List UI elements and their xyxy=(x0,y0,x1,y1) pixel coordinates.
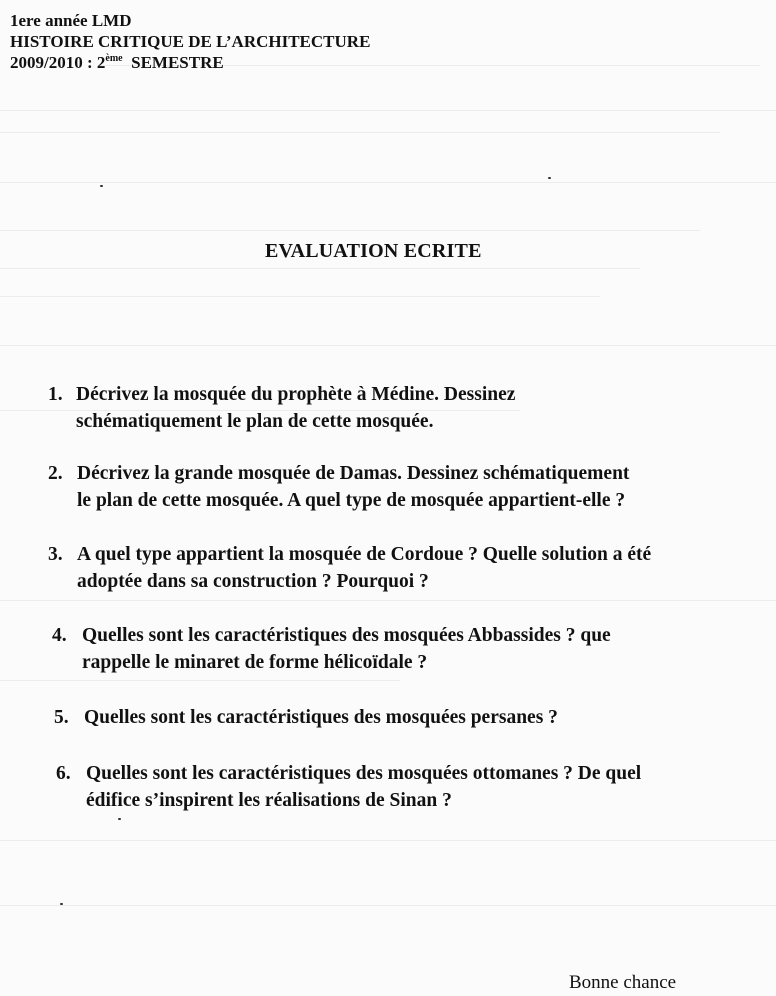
bleed-through-line xyxy=(0,840,776,841)
bleed-through-line xyxy=(0,345,776,346)
scan-speck xyxy=(118,818,121,820)
question-5 xyxy=(54,704,558,731)
bleed-through-line xyxy=(0,600,776,601)
question-2 xyxy=(48,460,629,514)
question-text-line2: édifice s’inspirent les réalisations de Sinan ? xyxy=(86,790,452,811)
question-text-line2: le plan de cette mosquée. A quel type de mosquée appartient-elle ? xyxy=(77,490,626,511)
scan-speck xyxy=(60,903,63,905)
academic-year: 2009/2010 : 2 xyxy=(10,53,106,72)
bleed-through-line xyxy=(0,905,776,906)
question-number: 6. xyxy=(56,763,71,784)
bleed-through-line xyxy=(0,182,776,183)
question-text-line1: Quelles sont les caractéristiques des mosquées persanes ? xyxy=(84,707,558,728)
question-text-line1: Quelles sont les caractéristiques des mosquées ottomanes ? De quel xyxy=(86,763,642,784)
question-6 xyxy=(56,760,641,814)
ordinal-suffix: ème xyxy=(105,53,123,64)
question-text-line1: Décrivez la grande mosquée de Damas. Dessinez schématiquement xyxy=(77,463,630,484)
year-level: 1ere année LMD xyxy=(10,11,132,30)
question-text-line1: A quel type appartient la mosquée de Cordoue ? Quelle solution a été xyxy=(77,544,652,565)
bleed-through-line xyxy=(0,110,776,111)
bleed-through-line xyxy=(0,230,700,231)
bleed-through-line xyxy=(0,296,600,297)
bleed-through-line xyxy=(0,268,640,269)
course-header xyxy=(10,10,370,73)
question-text-line2: schématiquement le plan de cette mosquée. xyxy=(76,411,434,432)
bleed-through-line xyxy=(0,132,720,133)
exam-title: EVALUATION ECRITE xyxy=(265,240,482,262)
question-1 xyxy=(48,381,515,435)
question-number: 1. xyxy=(48,384,63,405)
question-text-line1: Décrivez la mosquée du prophète à Médine. Dessinez xyxy=(76,384,516,405)
question-number: 3. xyxy=(48,544,63,565)
scan-speck xyxy=(100,185,103,187)
academic-period xyxy=(10,52,370,73)
bleed-through-line xyxy=(0,680,400,681)
question-number: 5. xyxy=(54,707,69,728)
question-number: 2. xyxy=(48,463,63,484)
closing-wish: Bonne chance xyxy=(569,972,677,993)
question-text-line1: Quelles sont les caractéristiques des mosquées Abbassides ? que xyxy=(82,625,611,646)
question-number: 4. xyxy=(52,625,67,646)
question-text-line2: rappelle le minaret de forme hélicoïdale ? xyxy=(82,652,428,673)
course-title: HISTOIRE CRITIQUE DE L’ARCHITECTURE xyxy=(10,32,371,51)
question-3 xyxy=(48,541,651,595)
question-text-line2: adoptée dans sa construction ? Pourquoi ? xyxy=(77,571,429,592)
semester-label: SEMESTRE xyxy=(122,53,224,72)
scan-speck xyxy=(548,177,551,179)
question-4 xyxy=(52,622,611,676)
